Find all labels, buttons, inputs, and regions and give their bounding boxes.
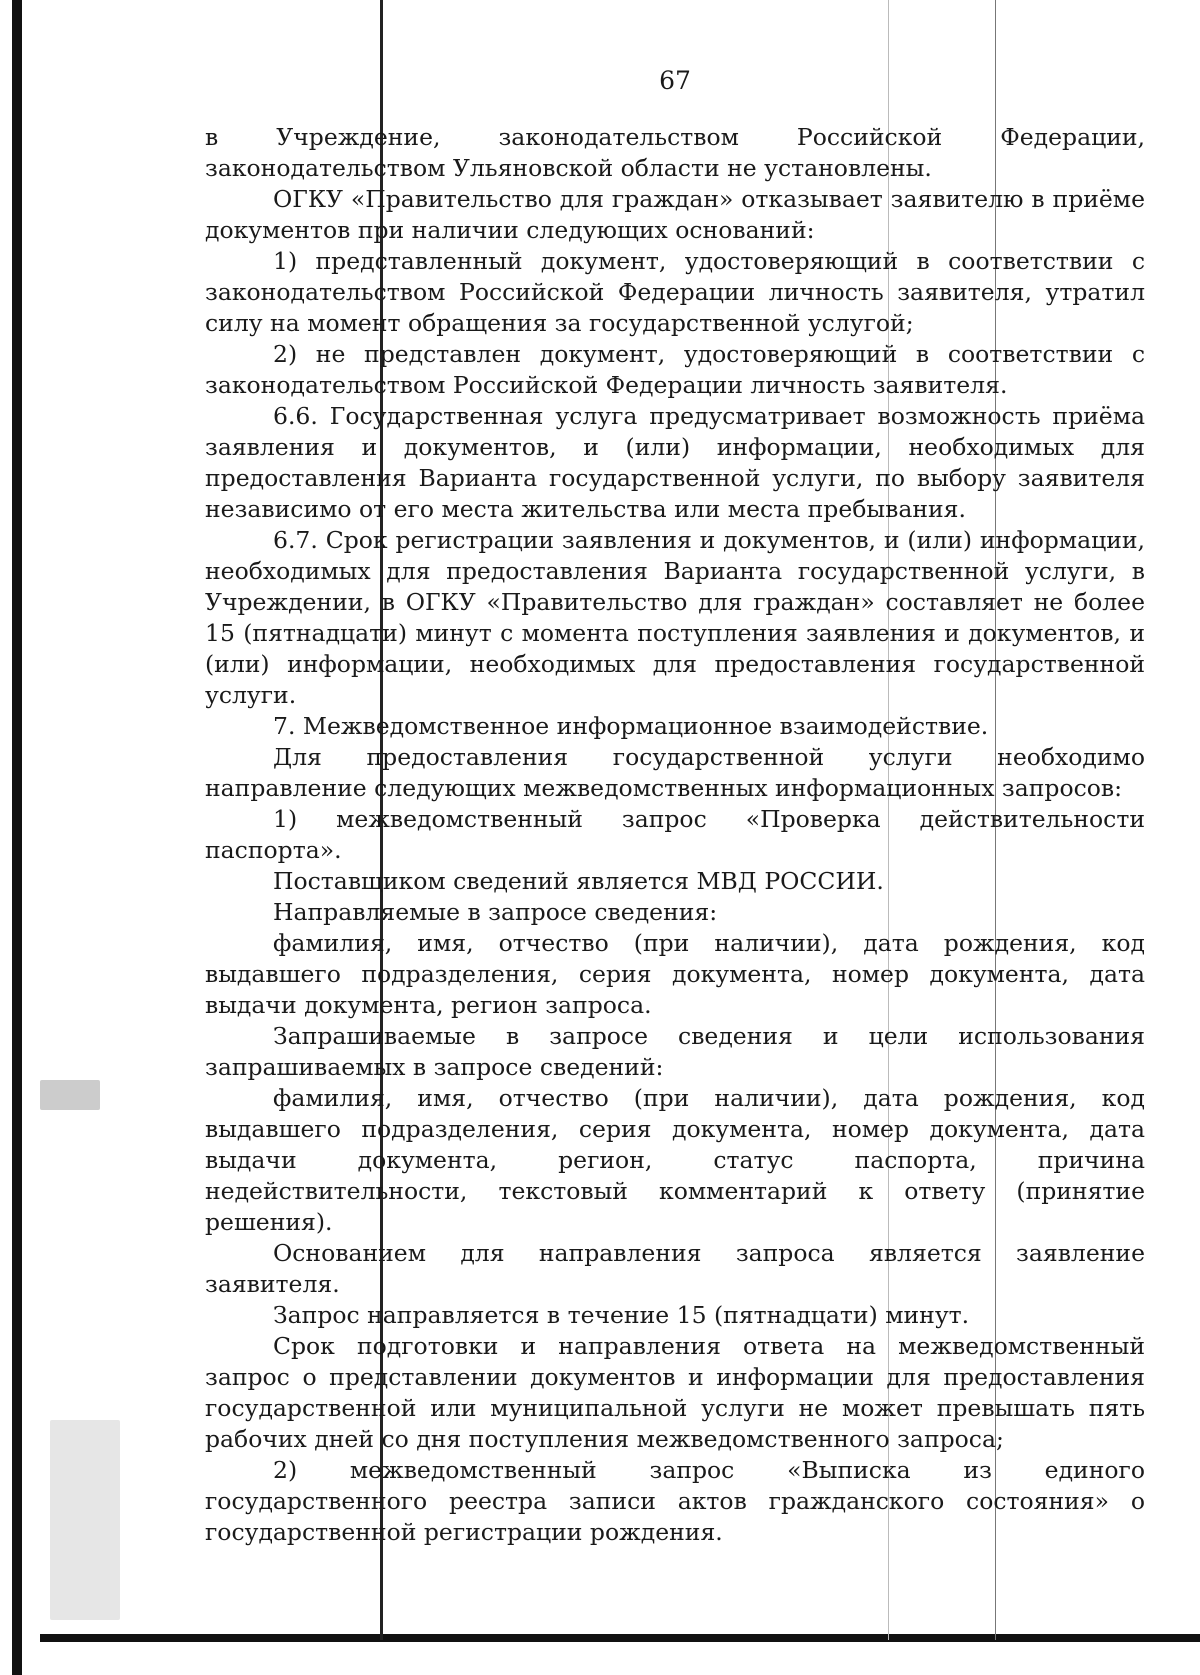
paragraph: Запрос направляется в течение 15 (пятнадцати) минут. — [273, 1301, 970, 1329]
paragraph: 1) межведомственный запрос «Проверка действительности паспорта». — [205, 805, 1145, 864]
paragraph: Срок подготовки и направления ответа на межведомственный запрос о представлении документов и информации для предоставления государственной или муниципальной услуги не может превышать пять рабочих дней со дня поступления межведомственного запроса; — [205, 1332, 1145, 1453]
paragraph: 6.7. Срок регистрации заявления и документов, и (или) информации, необходимых для предоставления Варианта государственной услуги, в Учреждении, в ОГКУ «Правительство для граждан» составляет не более 15 (пятнадцати) минут с момента поступления заявления и документов, и (или) информации, необходимых для предоставления государственной услуги. — [205, 526, 1145, 709]
page-number: 67 — [659, 66, 691, 95]
paragraph: фамилия, имя, отчество (при наличии), дата рождения, код выдавшего подразделения, серия документа, номер документа, дата выдачи документа, регион запроса. — [205, 929, 1145, 1019]
paragraph: Основанием для направления запроса является заявление заявителя. — [205, 1239, 1145, 1298]
scan-speckle — [50, 1420, 120, 1620]
paragraph: ОГКУ «Правительство для граждан» отказывает заявителю в приёме документов при наличии следующих оснований: — [205, 185, 1145, 244]
paragraph: 6.6. Государственная услуга предусматривает возможность приёма заявления и документов, и (или) информации, необходимых для предоставления Варианта государственной услуги, по выбору заявителя независимо от его места жительства или места пребывания. — [205, 402, 1145, 523]
paragraph: Запрашиваемые в запросе сведения и цели использования запрашиваемых в запросе сведений: — [205, 1022, 1145, 1081]
paragraph: в Учреждение, законодательством Российской Федерации, законодательством Ульяновской области не установлены. — [205, 123, 1145, 182]
paragraph: Поставщиком сведений является МВД РОССИИ. — [273, 867, 884, 895]
paragraph: 2) межведомственный запрос «Выписка из единого государственного реестра записи актов гражданского состояния» о государственной регистрации рождения. — [205, 1456, 1145, 1546]
paragraph: Для предоставления государственной услуги необходимо направление следующих межведомственных информационных запросов: — [205, 743, 1145, 802]
paragraph: 1) представленный документ, удостоверяющий в соответствии с законодательством Российской Федерации личность заявителя, утратил силу на момент обращения за государственной услугой; — [205, 247, 1145, 337]
scan-speckle — [40, 1080, 100, 1110]
paragraph: фамилия, имя, отчество (при наличии), дата рождения, код выдавшего подразделения, серия документа, номер документа, дата выдачи документа, регион, статус паспорта, причина недействительности, текстовый комментарий к ответу (принятие решения). — [205, 1084, 1145, 1236]
paragraph: 2) не представлен документ, удостоверяющий в соответствии с законодательством Российской Федерации личность заявителя. — [205, 340, 1145, 399]
scan-left-edge — [12, 0, 22, 1675]
paragraph: Направляемые в запросе сведения: — [273, 898, 718, 926]
document-body — [205, 122, 1145, 1548]
section-heading: 7. Межведомственное информационное взаимодействие. — [273, 712, 989, 740]
scan-bottom-edge — [40, 1634, 1200, 1642]
